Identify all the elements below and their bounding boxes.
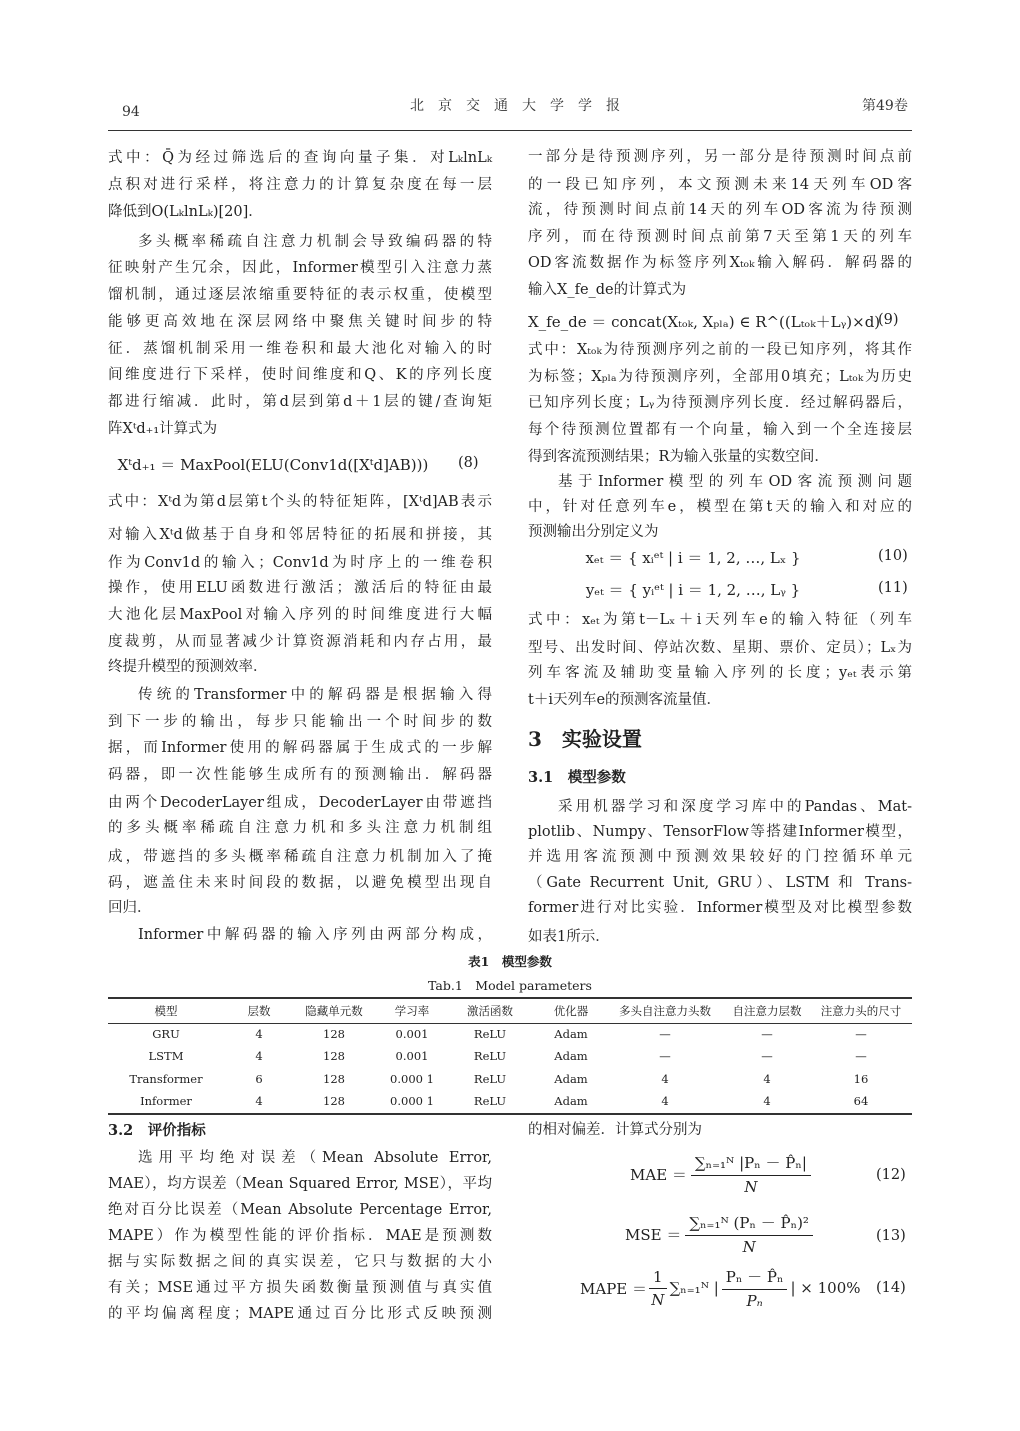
table-cell: 0.000 1 bbox=[390, 1094, 434, 1108]
mse-numerator: ∑ₙ₌₁ᴺ (Pₙ － P̂ₙ)² bbox=[685, 1212, 813, 1236]
text-line: OD客流数据作为标签序列Xₜₒₖ输入解码．解码器的 bbox=[528, 255, 912, 271]
table-cell: 0.001 bbox=[395, 1027, 429, 1041]
text-line: 征．蒸馏机制采用一维卷积和最大池化对输入的时 bbox=[108, 341, 492, 357]
table-cell: 6 bbox=[255, 1072, 263, 1086]
equation-mse bbox=[625, 1212, 813, 1256]
text-line: 成，带遮挡的多头概率稀疏自注意力机制加入了掩 bbox=[108, 849, 492, 865]
text-line: 每个待预测位置都有一个向量，输入到一个全连接层 bbox=[528, 422, 912, 438]
table-cell: 128 bbox=[323, 1027, 345, 1041]
text-line: Informer中解码器的输入序列由两部分构成， bbox=[138, 927, 492, 943]
text-line: 式中：xₑₜ为第t－Lₓ＋i天列车e的输入特征（列车 bbox=[528, 612, 912, 628]
text-line: 型号、出发时间、停站次数、星期、票价、定员）；Lₓ为 bbox=[528, 640, 912, 656]
text-line: 点积对进行采样，将注意力的计算复杂度在每一层 bbox=[108, 177, 492, 193]
text-line: MAPE）作为模型性能的评价指标．MAE是预测数 bbox=[108, 1228, 492, 1244]
table-cell: Adam bbox=[554, 1072, 588, 1086]
section-heading: 3 实验设置 bbox=[528, 727, 642, 751]
table-cell: GRU bbox=[152, 1027, 180, 1041]
table-cell: 4 bbox=[763, 1072, 771, 1086]
text-line: 式中：Xₜₒₖ为待预测序列之前的一段已知序列，将其作 bbox=[528, 342, 912, 358]
table-cell: — bbox=[761, 1049, 773, 1063]
table-cell: 4 bbox=[661, 1072, 669, 1086]
equation-number: (8) bbox=[458, 455, 479, 471]
table-cell: ReLU bbox=[473, 1094, 507, 1108]
mae-numerator: ∑ₙ₌₁ᴺ |Pₙ － P̂ₙ| bbox=[691, 1152, 811, 1176]
equation-number: (9) bbox=[878, 312, 899, 328]
table-header-cell: 自注意力层数 bbox=[732, 1004, 802, 1018]
table-header-cell: 学习率 bbox=[394, 1004, 430, 1018]
text-line: 都进行缩减．此时，第d层到第d＋1层的键/查询矩 bbox=[108, 394, 492, 410]
text-line: 能够更高效地在深层网络中聚焦关键时间步的特 bbox=[108, 314, 492, 330]
table-cell: 0.001 bbox=[395, 1049, 429, 1063]
table-cell: — bbox=[855, 1027, 867, 1041]
table-cell: 4 bbox=[661, 1094, 669, 1108]
text-line: 由两个DecoderLayer组成，DecoderLayer由带遮挡 bbox=[108, 795, 492, 811]
table-title-cn: 表1 模型参数 bbox=[468, 954, 552, 969]
text-line: 流，待预测时间点前14天的列车OD客流为待预测 bbox=[528, 202, 912, 218]
table-cell: ReLU bbox=[473, 1072, 507, 1086]
text-line: 选用平均绝对误差（Mean Absolute Error, bbox=[138, 1150, 492, 1166]
text-line: 并选用客流预测中预测效果较好的门控循环单元 bbox=[528, 849, 912, 865]
text-line: 预测输出分别定义为 bbox=[528, 524, 659, 540]
equation: Xᵗd₊₁ ＝ MaxPool(ELU(Conv1d([Xᵗd]AB))) bbox=[117, 456, 429, 474]
text-line: 到下一步的输出，每步只能输出一个时间步的数 bbox=[108, 714, 492, 730]
mape-prefactor-num: 1 bbox=[649, 1268, 667, 1289]
mae-fraction bbox=[691, 1152, 811, 1196]
equation-number: (11) bbox=[878, 580, 908, 596]
text-line: （Gate Recurrent Unit, GRU）、LSTM 和 Trans- bbox=[528, 875, 912, 891]
text-line: 输入X_fe_de的计算式为 bbox=[528, 282, 687, 298]
table-cell: 4 bbox=[255, 1094, 263, 1108]
table-cell: 4 bbox=[763, 1094, 771, 1108]
mape-prefactor-den: N bbox=[651, 1290, 665, 1309]
equation-number-14: (14) bbox=[876, 1280, 906, 1296]
table-bottom-rule bbox=[108, 1113, 912, 1115]
table-cell: 4 bbox=[255, 1027, 263, 1041]
table-cell: — bbox=[659, 1027, 671, 1041]
table-cell: 64 bbox=[853, 1094, 869, 1108]
table-header-cell: 多头自注意力头数 bbox=[619, 1004, 711, 1018]
equation: X_fe_de ＝ concat(Xₜₒₖ, Xₚₗₐ) ∈ R^((Lₜₒₖ＋Lᵧ)×d) bbox=[528, 313, 881, 331]
text-line: 为标签；Xₚₗₐ为待预测序列，全部用0填充；Lₜₒₖ为历史 bbox=[528, 369, 912, 385]
text-line: 降低到O(LₖlnLₖ)[20]． bbox=[108, 204, 263, 220]
mape-fraction bbox=[722, 1266, 788, 1310]
mape-sum: ∑ₙ₌₁ᴺ | bbox=[669, 1279, 719, 1297]
table-cell: Adam bbox=[554, 1094, 588, 1108]
table-cell: ReLU bbox=[473, 1027, 507, 1041]
table-cell: LSTM bbox=[148, 1049, 184, 1063]
text-line: 采用机器学习和深度学习库中的Pandas、Mat- bbox=[558, 799, 912, 815]
text-line: former进行对比实验．Informer模型及对比模型参数 bbox=[528, 900, 912, 916]
page-number: 94 bbox=[122, 104, 140, 120]
mape-suffix: | × 100% bbox=[790, 1279, 861, 1297]
text-line: 的平均偏离程度；MAPE通过百分比形式反映预测 bbox=[108, 1306, 492, 1322]
text-line: 列车客流及辅助变量输入序列的长度；yₑₜ表示第 bbox=[528, 665, 912, 681]
table-cell: 0.000 1 bbox=[390, 1072, 434, 1086]
text-line: 得到客流预测结果；R为输入张量的实数空间． bbox=[528, 449, 829, 465]
mape-lhs: MAPE ＝ bbox=[580, 1279, 648, 1298]
table-cell: — bbox=[761, 1027, 773, 1041]
table-cell: 128 bbox=[323, 1072, 345, 1086]
equation-number-13: (13) bbox=[876, 1228, 906, 1244]
text-line: 作为Conv1d的输入；Conv1d为时序上的一维卷积 bbox=[108, 555, 492, 571]
table-cell: Transformer bbox=[129, 1072, 203, 1086]
text-line: 式中：Q̄为经过筛选后的查询向量子集．对LₖlnLₖ bbox=[108, 150, 492, 166]
table-cell: — bbox=[855, 1049, 867, 1063]
table-header-rule bbox=[108, 1023, 912, 1024]
table-cell: ReLU bbox=[473, 1049, 507, 1063]
mape-denominator: Pₙ bbox=[746, 1292, 763, 1310]
text-line: 馏机制，通过逐层浓缩重要特征的表示权重，使模型 bbox=[108, 287, 492, 303]
table-cell: 128 bbox=[323, 1049, 345, 1063]
equation-number-12: (12) bbox=[876, 1167, 906, 1183]
table-cell: 128 bbox=[323, 1094, 345, 1108]
text-line: 多头概率稀疏自注意力机制会导致编码器的特 bbox=[138, 234, 492, 250]
text-line: 码器，即一次性能够生成所有的预测输出．解码器 bbox=[108, 767, 492, 783]
table-cell: 16 bbox=[853, 1072, 869, 1086]
text-line: 终提升模型的预测效率． bbox=[108, 659, 268, 675]
table-header-cell: 隐藏单元数 bbox=[305, 1004, 363, 1018]
table-header-cell: 激活函数 bbox=[467, 1004, 513, 1018]
table-cell: Adam bbox=[554, 1027, 588, 1041]
table-top-rule bbox=[108, 997, 912, 999]
equation: yₑₜ ＝ { yᵢᵉᵗ | i ＝ 1, 2, …, Lᵧ } bbox=[585, 581, 801, 599]
table-header-cell: 层数 bbox=[247, 1004, 271, 1018]
equation-mae bbox=[630, 1152, 811, 1196]
equation-mape bbox=[580, 1266, 861, 1310]
text-line: 征映射产生冗余，因此，Informer模型引入注意力蒸 bbox=[108, 260, 492, 276]
text-line: 的多头概率稀疏自注意力机和多头注意力机制组 bbox=[108, 820, 492, 836]
table-cell: 4 bbox=[255, 1049, 263, 1063]
text-line: t＋i天列车e的预测客流量值． bbox=[528, 692, 722, 708]
journal-title: 北 京 交 通 大 学 学 报 bbox=[410, 98, 620, 114]
text-line: 的一段已知序列，本文预测未来14天列车OD客 bbox=[528, 177, 912, 193]
table-cell: Informer bbox=[140, 1094, 192, 1108]
text-line: 有关；MSE通过平方损失函数衡量预测值与真实值 bbox=[108, 1280, 492, 1296]
text-line: 中，针对任意列车e，模型在第t天的输入和对应的 bbox=[528, 499, 912, 515]
text-line: 据，而Informer使用的解码器属于生成式的一步解 bbox=[108, 740, 492, 756]
table-header-cell: 模型 bbox=[154, 1004, 178, 1018]
text-line: 据与实际数据之间的真实误差，它只与数据的大小 bbox=[108, 1254, 492, 1270]
header-rule bbox=[108, 130, 912, 131]
text-line: 一部分是待预测序列，另一部分是待预测时间点前 bbox=[528, 149, 912, 165]
equation-number: (10) bbox=[878, 548, 908, 564]
section-heading: 3.1 模型参数 bbox=[528, 769, 626, 786]
text-line: 对输入Xᵗd做基于自身和邻居特征的拓展和拼接，其 bbox=[108, 527, 492, 543]
equation: xₑₜ ＝ { xᵢᵉᵗ | i ＝ 1, 2, …, Lₓ } bbox=[585, 549, 801, 567]
text-line: 基于Informer模型的列车OD客流预测问题 bbox=[558, 474, 912, 490]
text-line: plotlib、Numpy、TensorFlow等搭建Informer模型， bbox=[528, 824, 912, 840]
text-line: 间维度进行下采样，使时间维度和Q、K的序列长度 bbox=[108, 367, 492, 383]
text-line: 如表1所示． bbox=[528, 929, 610, 945]
text-line: 阵Xᵗd₊₁计算式为 bbox=[108, 421, 218, 437]
text-line: 序列，而在待预测时间点前第7天至第1天的列车 bbox=[528, 229, 912, 245]
table-header-cell: 优化器 bbox=[553, 1004, 589, 1018]
text-line: 绝对百分比误差（Mean Absolute Percentage Error, bbox=[108, 1202, 492, 1218]
text-line: MAE），均方误差（Mean Squared Error, MSE），平均 bbox=[108, 1176, 492, 1192]
text-line: 回归． bbox=[108, 900, 152, 916]
mse-lhs: MSE ＝ bbox=[625, 1225, 682, 1244]
text-line: 操作，使用ELU函数进行激活；激活后的特征由最 bbox=[108, 580, 492, 596]
text-line: 式中：Xᵗd为第d层第t个头的特征矩阵，[Xᵗd]AB表示 bbox=[108, 494, 492, 510]
mape-numerator: Pₙ － P̂ₙ bbox=[722, 1266, 788, 1290]
mae-lhs: MAE ＝ bbox=[630, 1165, 687, 1184]
section-heading: 3.2 评价指标 bbox=[108, 1122, 206, 1139]
table-header-cell: 注意力头的尺寸 bbox=[820, 1004, 902, 1018]
mse-fraction bbox=[685, 1212, 813, 1256]
volume-label: 第49卷 bbox=[862, 98, 908, 114]
text-line: 度裁剪，从而显著减少计算资源消耗和内存占用，最 bbox=[108, 634, 492, 650]
table-cell: — bbox=[659, 1049, 671, 1063]
table-cell: Adam bbox=[554, 1049, 588, 1063]
mae-denominator: N bbox=[744, 1178, 758, 1196]
text-line: 传统的Transformer中的解码器是根据输入得 bbox=[138, 687, 492, 703]
table-title-en: Tab.1 Model parameters bbox=[428, 978, 592, 993]
mse-denominator: N bbox=[742, 1238, 756, 1256]
text-line: 大池化层MaxPool对输入序列的时间维度进行大幅 bbox=[108, 607, 492, 623]
formula-intro: 的相对偏差．计算式分别为 bbox=[528, 1122, 702, 1138]
text-line: 已知序列长度；Lᵧ为待预测序列长度．经过解码器后， bbox=[528, 395, 912, 411]
text-line: 码，遮盖住未来时间段的数据，以避免模型出现自 bbox=[108, 875, 492, 891]
mape-prefactor bbox=[649, 1268, 667, 1309]
